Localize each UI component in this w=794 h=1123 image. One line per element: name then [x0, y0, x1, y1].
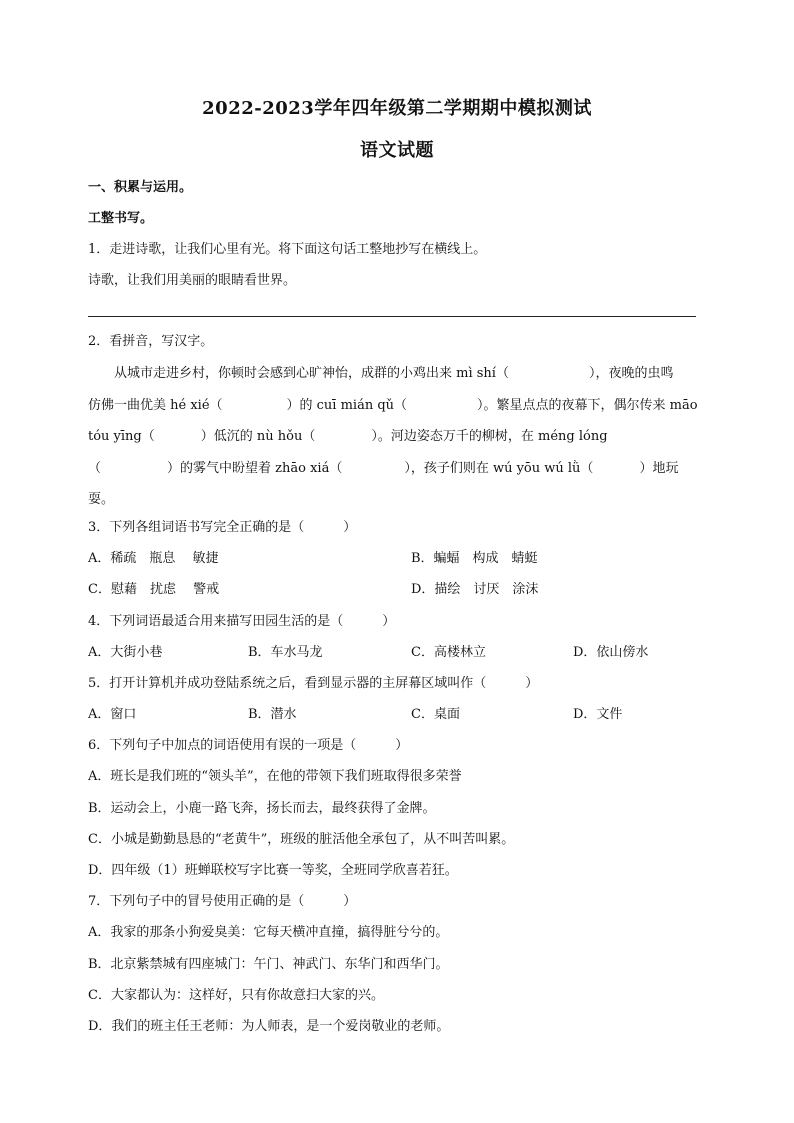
q4-option-d[interactable]: D．依山傍水 [573, 645, 649, 660]
q5-option-d[interactable]: D．文件 [573, 707, 623, 722]
q5-option-c[interactable]: C．桌面 [411, 707, 460, 722]
q3-options-row-1 [88, 549, 708, 569]
q2-text: ）。河边姿态万千的柳树，在 méng lóng [371, 429, 608, 444]
q7-option-b[interactable]: B．北京紫禁城有四座城门：午门、神武门、东华门和西华门。 [88, 957, 449, 972]
q4-option-a[interactable]: A．大街小巷 [88, 645, 163, 660]
q2-stem: 2．看拼音，写汉字。 [88, 334, 214, 349]
subsection-heading: 工整书写。 [88, 211, 154, 226]
q1-stem: 1．走进诗歌，让我们心里有光。将下面这句话工整地抄写在横线上。 [88, 242, 487, 257]
q7-stem: 7．下列句子中的冒号使用正确的是（ ） [88, 894, 357, 909]
section-heading: 一、积累与运用。 [88, 180, 193, 195]
q5-option-b[interactable]: B．潜水 [248, 707, 297, 722]
q5-stem: 5．打开计算机并成功登陆系统之后，看到显示器的主屏幕区域叫作（ ） [88, 676, 539, 691]
q2-text: ），夜晚的虫鸣 [588, 366, 674, 381]
q3-options-row-2 [88, 580, 708, 600]
q2-text: ）。繁星点点的夜幕下，偶尔传来 māo [477, 397, 698, 413]
q3-option-d[interactable]: D．描绘 讨厌 涂沫 [411, 582, 539, 597]
q2-text: 从城市走进乡村，你顿时会感到心旷神怡，成群的小鸡出来 mì shí（ [114, 366, 509, 381]
q2-passage [88, 358, 708, 516]
q3-option-b[interactable]: B．蝙蝠 构成 蜻蜓 [411, 551, 538, 566]
q2-text: （ [88, 460, 102, 476]
q2-text: ）的 cuī mián qǔ（ [286, 397, 408, 413]
q2-text: 耍。 [88, 492, 115, 507]
q6-stem: 6．下列句子中加点的词语使用有误的一项是（ ） [88, 738, 409, 753]
q3-option-a[interactable]: A．稀疏 瓶息 敏捷 [88, 551, 219, 566]
q3-option-c[interactable]: C．慰藉 扰虑 警戒 [88, 582, 220, 597]
q6-option-c[interactable]: C．小城是勤勤恳恳的“老黄牛”，班级的脏活他全承包了，从不叫苦叫累。 [88, 832, 515, 847]
q2-text: 仿佛一曲优美 hé xié（ [88, 397, 223, 413]
q4-option-c[interactable]: C．高楼林立 [411, 645, 486, 660]
q7-option-d[interactable]: D．我们的班主任王老师：为人师表，是一个爱岗敬业的老师。 [88, 1019, 450, 1034]
exam-title: 2022-2023学年四年级第二学期期中模拟测试 [202, 98, 592, 119]
exam-subtitle: 语文试题 [360, 140, 434, 161]
q2-text: ）的雾气中盼望着 zhāo xiá（ [167, 460, 343, 476]
q4-option-b[interactable]: B．车水马龙 [248, 645, 323, 660]
q4-options [88, 643, 708, 663]
q2-text: tóu yīng（ [88, 429, 155, 444]
q5-option-a[interactable]: A．窗口 [88, 707, 137, 722]
q5-options [88, 705, 708, 725]
q1-sentence: 诗歌，让我们用美丽的眼睛看世界。 [88, 273, 297, 288]
q2-text: ）低沉的 nù hǒu（ [200, 429, 316, 444]
q6-option-a[interactable]: A．班长是我们班的“领头羊”，在他的带领下我们班取得很多荣誉 [88, 769, 462, 784]
q6-option-d[interactable]: D．四年级（1）班蝉联校写字比赛一等奖，全班同学欣喜若狂。 [88, 863, 458, 878]
answer-line[interactable] [88, 316, 696, 317]
q3-stem: 3．下列各组词语书写完全正确的是（ ） [88, 520, 357, 535]
q4-stem: 4．下列词语最适合用来描写田园生活的是（ ） [88, 614, 396, 629]
q2-text: ），孩子们则在 wú yōu wú lǜ（ [404, 460, 594, 476]
q7-option-a[interactable]: A．我家的那条小狗爱臭美：它每天横冲直撞，搞得脏兮兮的。 [88, 925, 449, 940]
q7-option-c[interactable]: C．大家都认为：这样好，只有你故意扫大家的兴。 [88, 988, 384, 1003]
q2-text: ）地玩 [639, 460, 679, 476]
q6-option-b[interactable]: B．运动会上，小鹿一路飞奔，扬长而去，最终获得了金牌。 [88, 801, 436, 816]
